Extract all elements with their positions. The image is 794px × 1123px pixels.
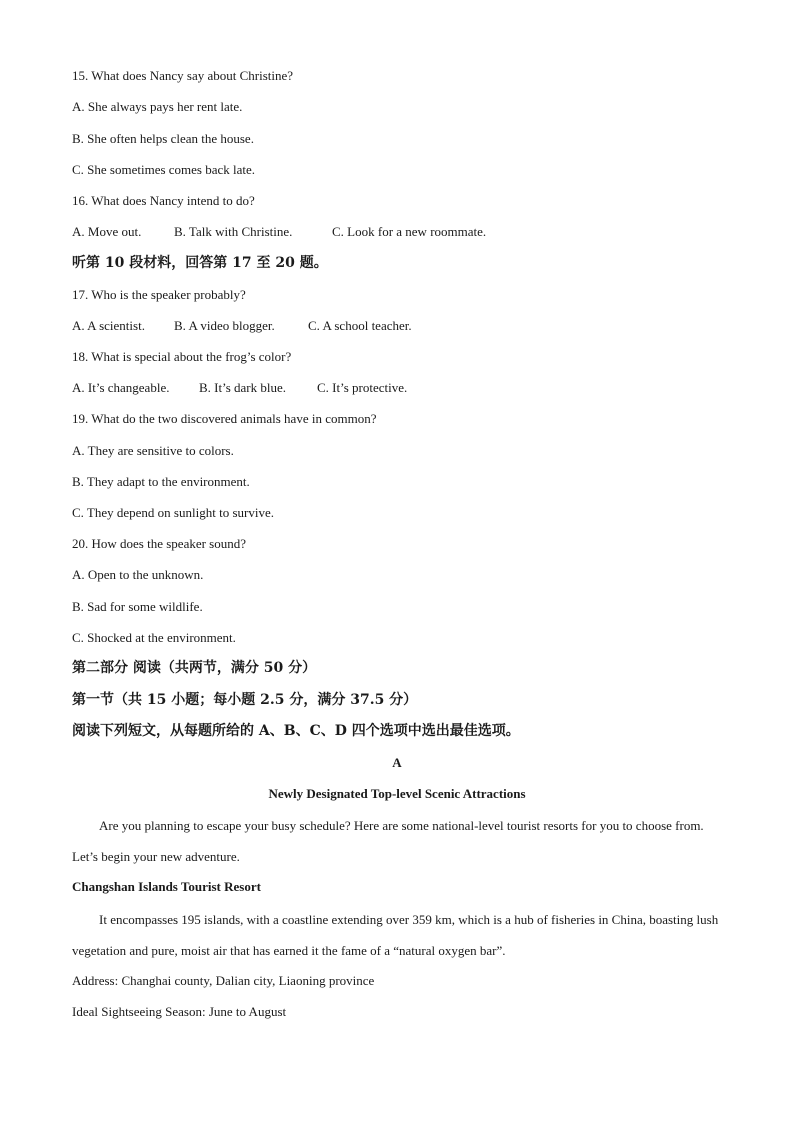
resort-name: Changshan Islands Tourist Resort <box>72 879 261 894</box>
section-10-heading: 听第 10 段材料，回答第 17 至 20 题。 <box>72 255 328 271</box>
section-1-heading: 第一节（共 15 小题；每小题 2.5 分，满分 37.5 分） <box>72 692 418 708</box>
q18-option-b: B. It’s dark blue. <box>199 380 287 395</box>
q15-option-a: A. She always pays her rent late. <box>72 99 243 114</box>
reading-instruction: 阅读下列短文，从每题所给的 A、B、C、D 四个选项中选出最佳选项。 <box>72 723 520 739</box>
q18-options <box>72 380 407 396</box>
q16-option-c: C. Look for a new roommate. <box>332 224 487 239</box>
q16-options <box>72 224 486 240</box>
q17-option-a: A. A scientist. <box>72 318 145 333</box>
resort-season: Ideal Sightseeing Season: June to August <box>72 1004 287 1019</box>
q19-option-a: A. They are sensitive to colors. <box>72 443 234 458</box>
passage-label: A <box>392 755 402 770</box>
q20-option-b: B. Sad for some wildlife. <box>72 599 203 614</box>
q20-option-c: C. Shocked at the environment. <box>72 630 236 645</box>
q15-option-b: B. She often helps clean the house. <box>72 131 254 146</box>
q18-option-a: A. It’s changeable. <box>72 380 170 395</box>
q19-option-c: C. They depend on sunlight to survive. <box>72 505 274 520</box>
passage-title: Newly Designated Top-level Scenic Attractions <box>268 786 526 801</box>
q17-stem: 17. Who is the speaker probably? <box>72 287 246 302</box>
passage-intro: Are you planning to escape your busy schedule? Here are some national-level tourist resorts for you to choose from. Let’s begin your new adventure. <box>72 818 704 864</box>
q16-stem: 16. What does Nancy intend to do? <box>72 193 255 208</box>
resort-description: It encompasses 195 islands, with a coastline extending over 359 km, which is a hub of fisheries in China, boasting lush vegetation and pure, moist air that has earned it the fame of a “natural oxygen bar”. <box>72 912 719 958</box>
q20-option-a: A. Open to the unknown. <box>72 567 204 582</box>
q16-option-b: B. Talk with Christine. <box>174 224 293 239</box>
q19-option-b: B. They adapt to the environment. <box>72 474 250 489</box>
q19-stem: 19. What do the two discovered animals have in common? <box>72 411 377 426</box>
q18-stem: 18. What is special about the frog’s color? <box>72 349 292 364</box>
q16-option-a: A. Move out. <box>72 224 142 239</box>
q17-option-b: B. A video blogger. <box>174 318 275 333</box>
q17-options <box>72 318 412 334</box>
q15-option-c: C. She sometimes comes back late. <box>72 162 256 177</box>
q15-stem: 15. What does Nancy say about Christine? <box>72 68 294 83</box>
q18-option-c: C. It’s protective. <box>317 380 408 395</box>
q17-option-c: C. A school teacher. <box>308 318 412 333</box>
part-2-heading: 第二部分 阅读（共两节，满分 50 分） <box>72 660 317 676</box>
resort-address: Address: Changhai county, Dalian city, Liaoning province <box>72 973 375 988</box>
q20-stem: 20. How does the speaker sound? <box>72 536 247 551</box>
